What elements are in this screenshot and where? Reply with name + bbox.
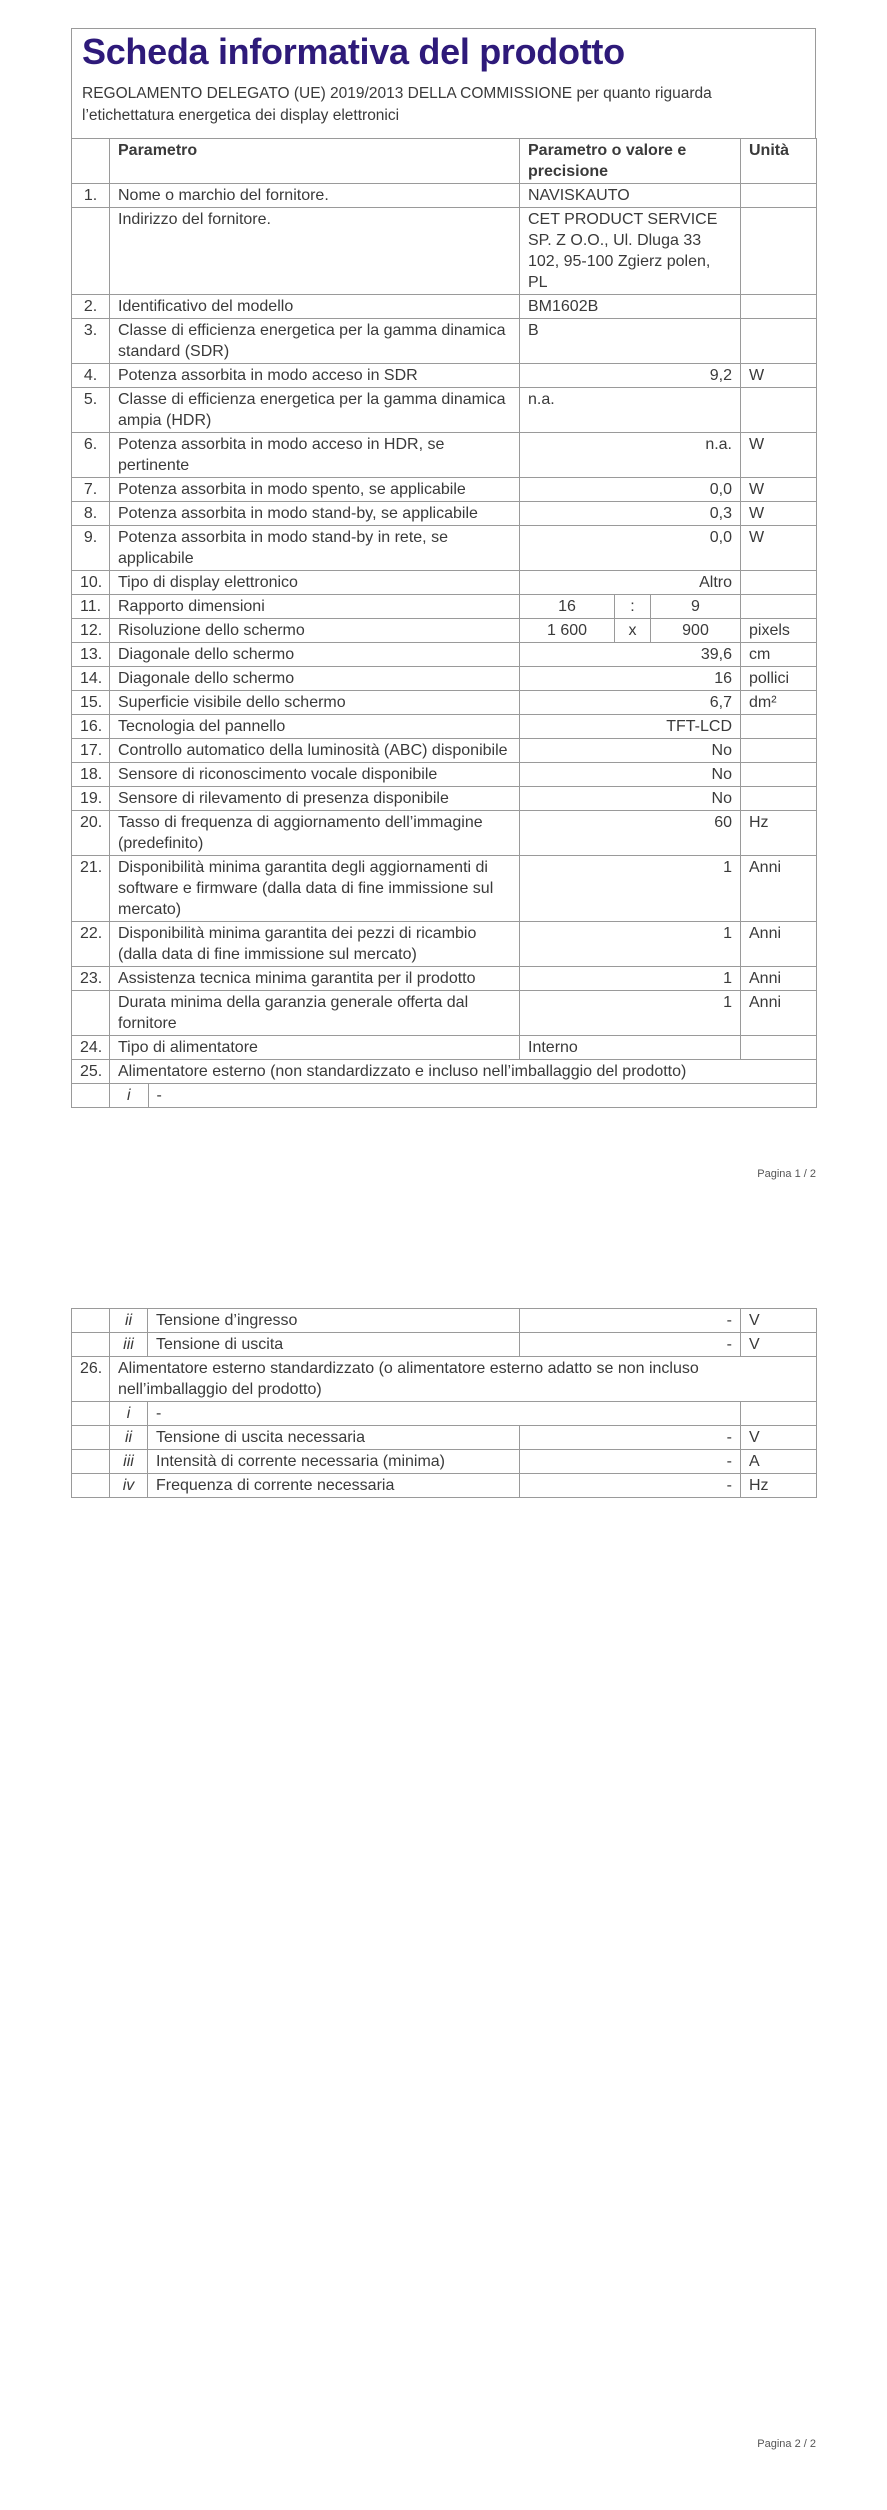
row-parameter: Alimentatore esterno (non standardizzato e incluso nell’imballaggio del prodotto) <box>110 1060 817 1084</box>
sub-row-label: Tensione d’ingresso <box>148 1309 520 1333</box>
table-row <box>72 502 817 526</box>
row-unit <box>741 295 817 319</box>
row-unit: W <box>741 433 817 478</box>
row-parameter: Risoluzione dello schermo <box>110 619 520 643</box>
header-unit: Unità <box>741 139 817 184</box>
sub-row <box>110 1084 816 1107</box>
row-value-a: 1 600 <box>520 619 615 643</box>
row-unit <box>741 715 817 739</box>
row-value: 9,2 <box>520 364 741 388</box>
row-unit: pollici <box>741 667 817 691</box>
row-unit: W <box>741 478 817 502</box>
row-unit <box>741 763 817 787</box>
row-number-empty <box>72 1333 110 1357</box>
row-number: 1. <box>72 184 110 208</box>
row-value-b: 900 <box>651 619 741 643</box>
row-number: 10. <box>72 571 110 595</box>
row-value: n.a. <box>520 388 741 433</box>
sub-row-value: - <box>148 1402 741 1426</box>
row-parameter: Diagonale dello schermo <box>110 667 520 691</box>
sub-row-value: - <box>156 1087 162 1104</box>
row-unit <box>741 739 817 763</box>
row-parameter: Potenza assorbita in modo stand-by in rete, se applicabile <box>110 526 520 571</box>
row-value: 6,7 <box>520 691 741 715</box>
row-number <box>72 991 110 1036</box>
row-unit: Anni <box>741 856 817 922</box>
row-parameter: Potenza assorbita in modo acceso in SDR <box>110 364 520 388</box>
table-row <box>72 1309 817 1333</box>
sub-row-unit: Hz <box>741 1474 817 1498</box>
table-row <box>72 526 817 571</box>
row-parameter: Diagonale dello schermo <box>110 643 520 667</box>
table-row <box>72 208 817 295</box>
table-row <box>72 1060 817 1084</box>
row-number: 15. <box>72 691 110 715</box>
row-number: 17. <box>72 739 110 763</box>
table-header-row <box>72 139 817 184</box>
sub-row-index: iv <box>110 1474 148 1498</box>
row-value: 1 <box>520 856 741 922</box>
row-unit: W <box>741 364 817 388</box>
sub-row-container <box>110 1084 817 1108</box>
table-row <box>72 967 817 991</box>
row-value: BM1602B <box>520 295 741 319</box>
table-row <box>72 388 817 433</box>
row-value: B <box>520 319 741 364</box>
row-value: TFT-LCD <box>520 715 741 739</box>
row-unit <box>741 208 817 295</box>
row-unit: Hz <box>741 811 817 856</box>
row-parameter: Tipo di display elettronico <box>110 571 520 595</box>
table-row <box>72 433 817 478</box>
header-value: Parametro o valore e precisione <box>520 139 741 184</box>
product-info-table-body <box>72 139 817 1108</box>
sub-row-table <box>110 1084 816 1107</box>
row-parameter: Assistenza tecnica minima garantita per il prodotto <box>110 967 520 991</box>
table-row <box>72 595 817 619</box>
sub-row-value: - <box>520 1426 741 1450</box>
row-number: 19. <box>72 787 110 811</box>
row-parameter: Rapporto dimensioni <box>110 595 520 619</box>
row-number: 13. <box>72 643 110 667</box>
row-number: 8. <box>72 502 110 526</box>
table-row <box>72 619 817 643</box>
sub-row-unit: A <box>741 1450 817 1474</box>
table-row <box>72 715 817 739</box>
row-number: 24. <box>72 1036 110 1060</box>
row-value: NAVISKAUTO <box>520 184 741 208</box>
row-number: 7. <box>72 478 110 502</box>
row-parameter: Tecnologia del pannello <box>110 715 520 739</box>
row-unit <box>741 319 817 364</box>
table-row <box>72 1084 817 1108</box>
sub-row-index: i <box>110 1402 148 1426</box>
sub-row-value: - <box>520 1450 741 1474</box>
table-row <box>72 1402 817 1426</box>
sub-row-label: Tensione di uscita <box>148 1333 520 1357</box>
row-parameter: Durata minima della garanzia generale offerta dal fornitore <box>110 991 520 1036</box>
row-parameter: Sensore di riconoscimento vocale disponibile <box>110 763 520 787</box>
table-row <box>72 319 817 364</box>
table-row <box>72 364 817 388</box>
row-unit <box>741 1036 817 1060</box>
table-row <box>72 922 817 967</box>
row-unit: dm² <box>741 691 817 715</box>
sub-row-label: Frequenza di corrente necessaria <box>148 1474 520 1498</box>
table-row <box>72 478 817 502</box>
row-value-separator: : <box>615 595 651 619</box>
row-number: 12. <box>72 619 110 643</box>
row-value: 0,3 <box>520 502 741 526</box>
row-value: 1 <box>520 922 741 967</box>
row-parameter: Tasso di frequenza di aggiornamento dell’immagine (predefinito) <box>110 811 520 856</box>
table-row <box>72 643 817 667</box>
row-unit: Anni <box>741 967 817 991</box>
row-parameter: Potenza assorbita in modo spento, se applicabile <box>110 478 520 502</box>
row-number: 9. <box>72 526 110 571</box>
table-row <box>72 571 817 595</box>
row-value: 1 <box>520 991 741 1036</box>
row-parameter: Tipo di alimentatore <box>110 1036 520 1060</box>
row-number <box>72 208 110 295</box>
row-number: 6. <box>72 433 110 478</box>
row-number: 3. <box>72 319 110 364</box>
row-parameter: Alimentatore esterno standardizzato (o alimentatore esterno adatto se non incluso nell’imballaggio del prodotto) <box>110 1357 817 1402</box>
table-row <box>72 991 817 1036</box>
sub-row-unit: V <box>741 1426 817 1450</box>
sub-row-value: - <box>520 1474 741 1498</box>
table-row <box>72 787 817 811</box>
row-number: 4. <box>72 364 110 388</box>
page-1 <box>0 0 887 1240</box>
row-number: 20. <box>72 811 110 856</box>
sub-row-unit: V <box>741 1333 817 1357</box>
sub-row-index: iii <box>110 1450 148 1474</box>
row-unit: Anni <box>741 991 817 1036</box>
page-number: Pagina 2 / 2 <box>757 2438 816 2450</box>
product-info-table <box>71 138 817 1108</box>
row-number: 18. <box>72 763 110 787</box>
sub-row-label: Tensione di uscita necessaria <box>148 1426 520 1450</box>
row-unit: W <box>741 526 817 571</box>
row-value: 1 <box>520 967 741 991</box>
document-title: Scheda informativa del prodotto <box>82 31 625 72</box>
sub-row-index: ii <box>110 1426 148 1450</box>
row-number: 5. <box>72 388 110 433</box>
table-row <box>72 184 817 208</box>
row-value-separator: x <box>615 619 651 643</box>
external-power-supply-table-body <box>72 1309 817 1498</box>
sub-row-unit: V <box>741 1309 817 1333</box>
table-row <box>72 1357 817 1402</box>
row-value: Altro <box>520 571 741 595</box>
row-unit <box>741 595 817 619</box>
table-row <box>72 1474 817 1498</box>
row-value: 0,0 <box>520 526 741 571</box>
row-parameter: Identificativo del modello <box>110 295 520 319</box>
document-header <box>71 28 816 138</box>
row-parameter: Disponibilità minima garantita dei pezzi di ricambio (dalla data di fine immissione sul mercato) <box>110 922 520 967</box>
row-unit: W <box>741 502 817 526</box>
row-value: No <box>520 787 741 811</box>
row-value: 60 <box>520 811 741 856</box>
row-parameter: Nome o marchio del fornitore. <box>110 184 520 208</box>
row-parameter: Controllo automatico della luminosità (ABC) disponibile <box>110 739 520 763</box>
row-parameter: Classe di efficienza energetica per la gamma dinamica ampia (HDR) <box>110 388 520 433</box>
row-value: No <box>520 739 741 763</box>
row-number: 11. <box>72 595 110 619</box>
table-row <box>72 1426 817 1450</box>
sub-row-value: - <box>520 1309 741 1333</box>
row-value: n.a. <box>520 433 741 478</box>
sub-row-index: i <box>110 1084 148 1107</box>
row-number-empty <box>72 1402 110 1426</box>
row-number: 23. <box>72 967 110 991</box>
row-number: 22. <box>72 922 110 967</box>
table-row <box>72 739 817 763</box>
external-power-supply-table <box>71 1308 817 1498</box>
row-parameter: Potenza assorbita in modo stand-by, se applicabile <box>110 502 520 526</box>
sub-row-index: ii <box>110 1309 148 1333</box>
row-number-empty <box>72 1084 110 1108</box>
row-parameter: Potenza assorbita in modo acceso in HDR, se pertinente <box>110 433 520 478</box>
row-value-b: 9 <box>651 595 741 619</box>
table-row <box>72 1450 817 1474</box>
table-row <box>72 763 817 787</box>
row-number: 25. <box>72 1060 110 1084</box>
row-parameter: Indirizzo del fornitore. <box>110 208 520 295</box>
sub-row-index: iii <box>110 1333 148 1357</box>
row-number: 14. <box>72 667 110 691</box>
row-unit: pixels <box>741 619 817 643</box>
row-unit: Anni <box>741 922 817 967</box>
row-unit: cm <box>741 643 817 667</box>
table-row <box>72 295 817 319</box>
row-number: 26. <box>72 1357 110 1402</box>
table-row <box>72 811 817 856</box>
table-row <box>72 1333 817 1357</box>
row-value: 0,0 <box>520 478 741 502</box>
row-value: 16 <box>520 667 741 691</box>
row-unit <box>741 787 817 811</box>
sub-row-value: - <box>520 1333 741 1357</box>
row-number-empty <box>72 1450 110 1474</box>
table-row <box>72 667 817 691</box>
header-num-cell <box>72 139 110 184</box>
row-parameter: Sensore di rilevamento di presenza disponibile <box>110 787 520 811</box>
table-row <box>72 1036 817 1060</box>
row-number-empty <box>72 1426 110 1450</box>
row-unit <box>741 388 817 433</box>
document-subtitle: REGOLAMENTO DELEGATO (UE) 2019/2013 DELLA COMMISSIONE per quanto riguarda l’etichettatura energetica dei display elettronici <box>82 85 712 124</box>
row-value: CET PRODUCT SERVICE SP. Z O.O., Ul. Dluga 33 102, 95-100 Zgierz polen, PL <box>520 208 741 295</box>
table-row <box>72 856 817 922</box>
row-value: No <box>520 763 741 787</box>
row-parameter: Classe di efficienza energetica per la gamma dinamica standard (SDR) <box>110 319 520 364</box>
row-parameter: Disponibilità minima garantita degli aggiornamenti di software e firmware (dalla data di fine immissione sul mercato) <box>110 856 520 922</box>
page-number: Pagina 1 / 2 <box>757 1168 816 1180</box>
row-number: 21. <box>72 856 110 922</box>
row-number-empty <box>72 1474 110 1498</box>
row-unit <box>741 184 817 208</box>
row-number-empty <box>72 1309 110 1333</box>
row-value: Interno <box>520 1036 741 1060</box>
row-value: 39,6 <box>520 643 741 667</box>
sub-row-label: Intensità di corrente necessaria (minima) <box>148 1450 520 1474</box>
row-unit <box>741 571 817 595</box>
row-number: 2. <box>72 295 110 319</box>
row-parameter: Superficie visibile dello schermo <box>110 691 520 715</box>
row-number: 16. <box>72 715 110 739</box>
sub-row-unit <box>741 1402 817 1426</box>
table-row <box>72 691 817 715</box>
header-parameter: Parametro <box>110 139 520 184</box>
row-value-a: 16 <box>520 595 615 619</box>
